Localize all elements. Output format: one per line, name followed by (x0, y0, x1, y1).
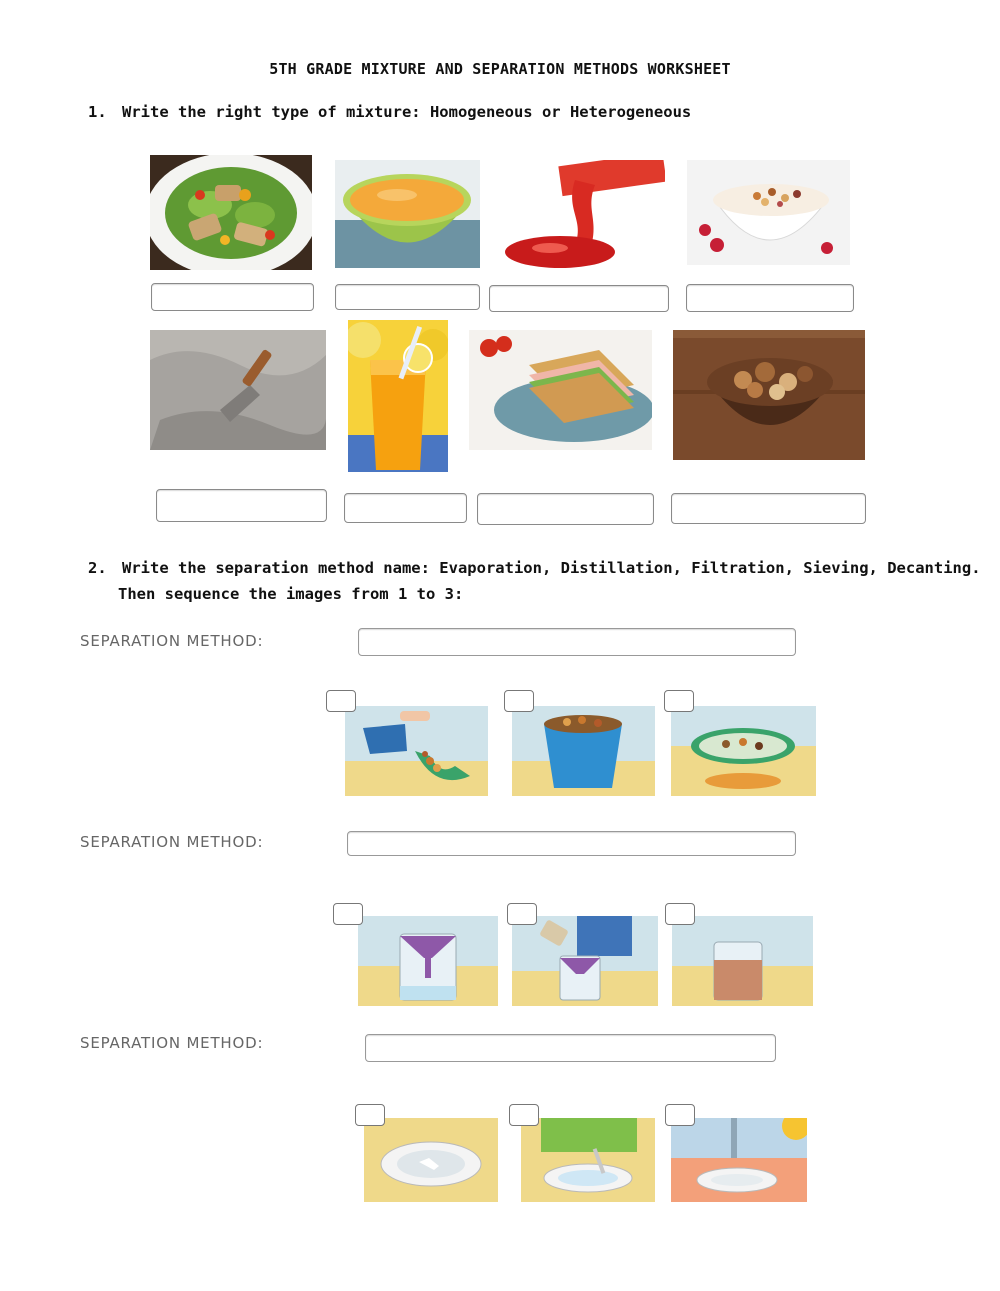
separation-label-2: SEPARATION METHOD: (80, 833, 264, 851)
page-title: 5TH GRADE MIXTURE AND SEPARATION METHODS WORKSHEET (269, 60, 731, 78)
sequence-box-3c[interactable] (665, 1104, 695, 1126)
sequence-box-3b[interactable] (509, 1104, 539, 1126)
sequence-box-2a[interactable] (333, 903, 363, 925)
salad-image (150, 155, 312, 270)
question-1-text: Write the right type of mixture: Homogeneous or Heterogeneous (122, 103, 692, 121)
filtration-step-image-1 (358, 916, 498, 1006)
sequence-box-2c[interactable] (665, 903, 695, 925)
mixture-answer-7[interactable] (477, 493, 654, 525)
evaporation-step-image-1 (364, 1118, 498, 1202)
sequence-box-1c[interactable] (664, 690, 694, 712)
question-2 (88, 555, 981, 607)
ketchup-image (505, 160, 665, 270)
sieving-step-image-2 (512, 706, 655, 796)
mixture-answer-6[interactable] (344, 493, 467, 523)
sieving-step-image-3 (671, 706, 816, 796)
mixture-answer-1[interactable] (151, 283, 314, 311)
question-1-number: 1. (88, 103, 107, 121)
mixture-answer-2[interactable] (335, 284, 480, 310)
filtration-step-image-3 (672, 916, 813, 1006)
sequence-box-3a[interactable] (355, 1104, 385, 1126)
mixture-answer-3[interactable] (489, 285, 669, 312)
evaporation-step-image-3 (671, 1118, 807, 1202)
mixture-answer-8[interactable] (671, 493, 866, 524)
nuts-image (673, 330, 865, 460)
question-1 (88, 99, 691, 125)
separation-answer-3[interactable] (365, 1034, 776, 1062)
filtration-step-image-2 (512, 916, 658, 1006)
sequence-box-1a[interactable] (326, 690, 356, 712)
question-2-line-2: Then sequence the images from 1 to 3: (118, 585, 464, 603)
mixture-answer-5[interactable] (156, 489, 327, 522)
sequence-box-1b[interactable] (504, 690, 534, 712)
sandwich-image (469, 330, 652, 450)
question-2-line-1: Write the separation method name: Evaporation, Distillation, Filtration, Sieving, Decanting. (122, 559, 981, 577)
question-2-number: 2. (88, 559, 107, 577)
separation-answer-1[interactable] (358, 628, 796, 656)
cereal-image (687, 160, 850, 265)
cement-image (150, 330, 326, 450)
soup-image (335, 160, 480, 268)
sieving-step-image-1 (345, 706, 488, 796)
sequence-box-2b[interactable] (507, 903, 537, 925)
separation-answer-2[interactable] (347, 831, 796, 856)
separation-label-1: SEPARATION METHOD: (80, 632, 264, 650)
juice-image (348, 320, 448, 472)
evaporation-step-image-2 (521, 1118, 655, 1202)
separation-label-3: SEPARATION METHOD: (80, 1034, 264, 1052)
mixture-answer-4[interactable] (686, 284, 854, 312)
